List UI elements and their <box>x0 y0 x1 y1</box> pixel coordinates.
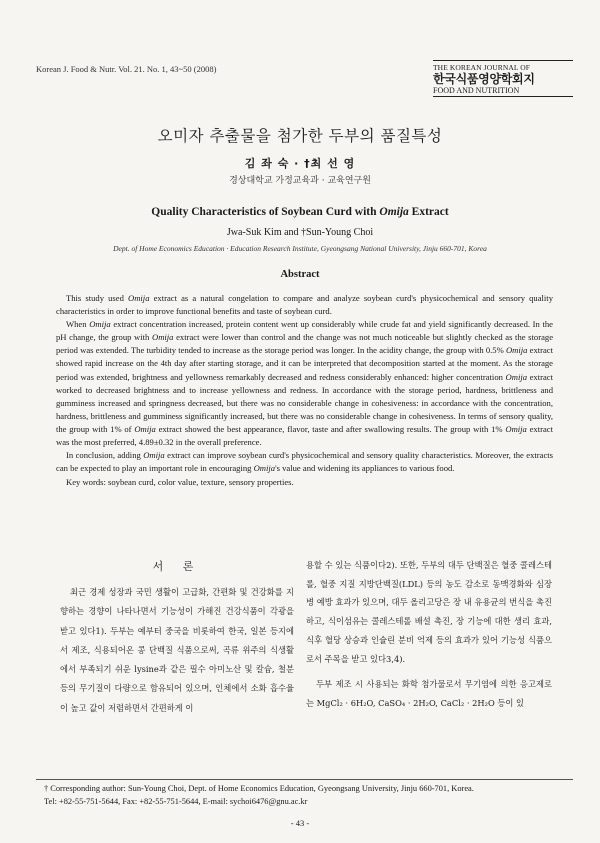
affiliation-korean: 경상대학교 가정교육과 · 교육연구원 <box>229 176 371 186</box>
abstract-paragraph-2: When Omija extract concentration increased, protein content went up considerably while crude fat and yield significantly decreased. In the pH change, the group with Omija extract were lower than control and the change was not much noticeable but slightly checked as the storage period was extended. The turbidity tended to increase as the storage period was longer. In the acidity change, the group with 0.5% Omija extract showed rapid increase on the 4th day after starting storage, and it can be interpreted that decomposition started at the moment. As the storage period was extended, brightness and yellowness remarkably decreased and redness considerably enhanced: higher concentration Omija extract worked to decreased brightness and to increase yellowness and redness. In accordance with the storage period, hardness, brittleness and gumminess increased and springness decreased, but there was no considerable change in cohesiveness: in accordance with the concentration, hardness, brittleness and gumminess significantly increased, but there was no considerable change in cohesiveness. In terms of sensory quality, the group with 1% of Omija extract showed the best appearance, flavor, taste and after swallowing results. The group with 1% Omija extract was the most preferred, 4.89±0.32 in the overall preference. <box>56 319 554 448</box>
intro-paragraph-1-continued: 용할 수 있는 식품이다2). 또한, 두부의 대두 단백질은 혈중 콜레스테롤, 혈중 지질 지방단백질(LDL) 등의 농도 감소로 동맥경화와 심장병 예방 효과가 있으며, 대두 올리고당은 장 내 유용균의 번식을 촉진하고, 식이섬유는 콜레스테롤 배설 촉진, 장 기능에 대한 생리 효과, 식후 혈당 상승과 인슐린 분비 억제 등의 효과가 있어 기능성 식품으로서 주목을 받고 있다3,4). <box>306 560 552 664</box>
authors-english: Jwa-Suk Kim and †Sun-Young Choi <box>226 227 374 238</box>
corresponding-author-footnote <box>44 783 574 808</box>
paper-title-korean: 오미자 추출물을 첨가한 두부의 품질특성 <box>157 127 443 145</box>
abstract-body <box>56 292 553 489</box>
authors-korean: 김 좌 숙 · †최 선 영 <box>244 157 356 170</box>
journal-logo <box>433 60 573 97</box>
title-en-prefix: Quality Characteristics of Soybean Curd with <box>151 206 380 218</box>
journal-citation: Korean J. Food & Nutr. Vol. 21. No. 1, 43~50 (2008) <box>36 64 217 74</box>
affiliation-english: Dept. of Home Economics Education · Education Research Institute, Gyeongsang National University, Jinju 660-701, Korea <box>113 244 487 253</box>
abstract-paragraph-3: In conclusion, adding Omija extract can improve soybean curd's physicochemical and sensory quality characteristics. Moreover, the extracts can be expected to play an important role in encouraging Omija's value and widening its appliances to various food. <box>56 450 553 474</box>
journal-name-korean: 한국식품영양학회지 <box>433 72 535 86</box>
journal-name-line1: THE KOREAN JOURNAL OF <box>433 63 531 72</box>
intro-right-column <box>306 556 552 713</box>
section-heading-introduction: 서 론 <box>152 560 202 573</box>
title-en-suffix: Extract <box>408 206 449 218</box>
paper-title-english <box>0 206 600 218</box>
footnote-line-2: Tel: +82-55-751-5644, Fax: +82-55-751-5644, E-mail: sychoi6476@gnu.ac.kr <box>44 796 308 806</box>
footnote-divider <box>36 779 573 780</box>
abstract-paragraph-1: This study used Omija extract as a natural congelation to compare and analyze soybean curd's physicochemical and sensory quality characteristics in order to improve functional benefits and taste of soybean curd. <box>56 293 553 317</box>
title-en-italic: Omija <box>379 206 409 218</box>
intro-paragraph-1: 최근 경제 성장과 국민 생활이 고급화, 간편화 및 건강화를 지향하는 경향이 나타나면서 기능성이 가해진 건강식품이 각광을 받고 있다1). 두부는 예부터 중국을 비롯하여 한국, 일본 등지에서 제조, 식용되어온 콩 단백질 식품으로써, 곡류 위주의 식생활에서 부족되기 쉬운 lysine과 같은 필수 아미노산 및 칼슘, 철분 등의 무기질이 다량으로 함유되어 있으며, 인체에서 소화 흡수율이 높고 값이 저렴하면서 간편하게 이 <box>60 587 294 713</box>
intro-paragraph-2: 두부 제조 시 사용되는 화학 첨가물로서 무기염에 의한 응고제로는 MgCl₂ · 6H₂O, CaSO₄ · 2H₂O, CaCl₂ · 2H₂O 등이 있 <box>306 679 552 708</box>
page-number: - 43 - <box>290 818 310 828</box>
keywords: Key words: soybean curd, color value, texture, sensory properties. <box>66 477 294 488</box>
journal-name-line3: FOOD AND NUTRITION <box>433 86 520 95</box>
footnote-line-1: † Corresponding author: Sun-Young Choi, Dept. of Home Economics Education, Gyeongsang University, Jinju 660-701, Korea. <box>44 784 474 793</box>
abstract-heading: Abstract <box>280 269 320 280</box>
intro-left-column <box>60 583 294 718</box>
